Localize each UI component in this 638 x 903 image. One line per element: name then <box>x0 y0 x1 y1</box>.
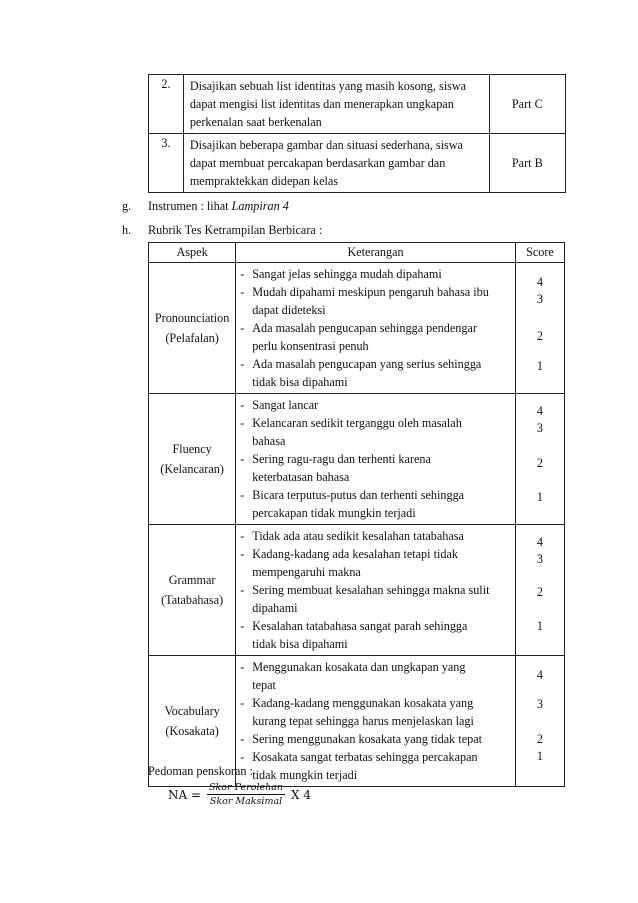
rubric-header-row <box>149 243 565 263</box>
row-number: 2. <box>149 75 184 134</box>
description-line: Disajikan beberapa gambar dan situasi sederhana, siswa <box>189 138 463 152</box>
score-value: 1 <box>536 359 543 373</box>
score-value: 1 <box>536 749 543 763</box>
score-value: 3 <box>536 552 543 566</box>
description-line: dapat mengisi list identitas dan menerapkan ungkapan <box>189 97 454 111</box>
aspek-cell <box>149 394 236 525</box>
table-row <box>149 525 565 656</box>
instrument-label: Instrumen : lihat <box>148 199 232 213</box>
criterion: - Sangat lancar <box>240 398 319 412</box>
aspek-translation: (Tatabahasa) <box>161 593 224 607</box>
score-cell <box>515 656 564 787</box>
score-value: 2 <box>536 456 543 470</box>
aspek-name: Vocabulary <box>164 704 220 718</box>
description-line: Disajikan sebuah list identitas yang masih kosong, siswa <box>189 79 467 93</box>
criterion: - Ada masalah pengucapan yang serius sehingga tidak bisa dipahami <box>240 357 482 389</box>
score-value: 2 <box>536 585 543 599</box>
identity-task-table <box>148 74 566 193</box>
criterion: - Sering menggunakan kosakata yang tidak tepat <box>240 732 483 746</box>
item-letter: g. <box>122 199 132 213</box>
header-score: Score <box>515 243 564 263</box>
criterion: - Kesalahan tatabahasa sangat parah sehingga tidak bisa dipahami <box>240 619 468 651</box>
score-value: 4 <box>536 404 543 418</box>
criterion: - Bicara terputus-putus dan terhenti sehingga percakapan tidak mungkin terjadi <box>240 488 465 520</box>
row-part: Part C <box>489 75 565 134</box>
score-value: 2 <box>536 732 543 746</box>
criteria-cell <box>236 394 516 525</box>
formula-numerator: Skor Perolehan <box>209 782 284 793</box>
table-row <box>149 394 565 525</box>
row-part: Part B <box>489 134 565 193</box>
score-value: 2 <box>536 329 543 343</box>
description-line: mempraktekkan didepan kelas <box>189 174 339 188</box>
score-value: 1 <box>536 490 543 504</box>
row-number: 3. <box>149 134 184 193</box>
score-value: 4 <box>536 535 543 549</box>
table-row <box>149 75 566 134</box>
formula-lhs: NA = <box>168 787 202 802</box>
criterion: - Kadang-kadang menggunakan kosakata yang kurang tepat sehingga harus menjelaskan lagi <box>240 696 474 728</box>
criterion: - Ada masalah pengucapan sehingga pendengar perlu konsentrasi penuh <box>240 321 477 353</box>
aspek-cell <box>149 263 236 394</box>
formula-fraction <box>207 782 285 807</box>
score-cell <box>515 263 564 394</box>
row-description <box>183 134 489 193</box>
speaking-rubric-table <box>148 242 565 787</box>
criteria-cell <box>236 525 516 656</box>
aspek-name: Pronounciation <box>154 311 230 325</box>
formula-denominator: Skor Maksimal <box>209 796 283 807</box>
formula-rhs: X 4 <box>291 787 312 802</box>
criterion: - Sangat jelas sehingga mudah dipahami <box>240 267 442 281</box>
criteria-cell <box>236 263 516 394</box>
scoring-guide-label: Pedoman penskoran : <box>148 764 253 778</box>
criterion: - Tidak ada atau sedikit kesalahan tatabahasa <box>240 529 464 543</box>
appendix-reference: Lampiran 4 <box>231 199 289 213</box>
score-value: 1 <box>536 619 543 633</box>
criterion: - Sering ragu-ragu dan terhenti karena keterbatasan bahasa <box>240 452 431 484</box>
item-text: Rubrik Tes Ketrampilan Berbicara : <box>148 223 323 237</box>
score-value: 3 <box>536 292 543 306</box>
aspek-name: Fluency <box>172 442 212 456</box>
aspek-translation: (Kosakata) <box>165 724 219 738</box>
criterion: - Kadang-kadang ada kesalahan tetapi tidak mempengaruhi makna <box>240 547 458 579</box>
score-value: 3 <box>536 697 543 711</box>
score-cell <box>515 394 564 525</box>
criterion: - Kosakata sangat terbatas sehingga percakapan tidak mungkin terjadi <box>240 750 478 782</box>
criteria-cell <box>236 656 516 787</box>
criterion: - Kelancaran sedikit terganggu oleh masalah bahasa <box>240 416 462 448</box>
criterion: - Sering membuat kesalahan sehingga makna sulit dipahami <box>240 583 490 615</box>
item-text <box>148 197 289 215</box>
score-value: 4 <box>536 668 543 682</box>
table-row <box>149 134 566 193</box>
table-row <box>149 263 565 394</box>
header-keterangan: Keterangan <box>236 243 516 263</box>
score-cell <box>515 525 564 656</box>
aspek-cell <box>149 525 236 656</box>
description-line: perkenalan saat berkenalan <box>189 115 322 129</box>
score-value: 3 <box>536 421 543 435</box>
aspek-translation: (Kelancaran) <box>160 462 224 476</box>
criterion: - Menggunakan kosakata dan ungkapan yang tepat <box>240 660 466 692</box>
row-description <box>183 75 489 134</box>
header-aspek: Aspek <box>149 243 236 263</box>
aspek-name: Grammar <box>168 573 216 587</box>
item-letter: h. <box>122 223 132 237</box>
score-value: 4 <box>536 275 543 289</box>
aspek-translation: (Pelafalan) <box>165 331 219 345</box>
scoring-formula <box>168 782 311 807</box>
criterion: - Mudah dipahami meskipun pengaruh bahasa ibu dapat dideteksi <box>240 285 489 317</box>
description-line: dapat membuat percakapan berdasarkan gambar dan <box>189 156 446 170</box>
